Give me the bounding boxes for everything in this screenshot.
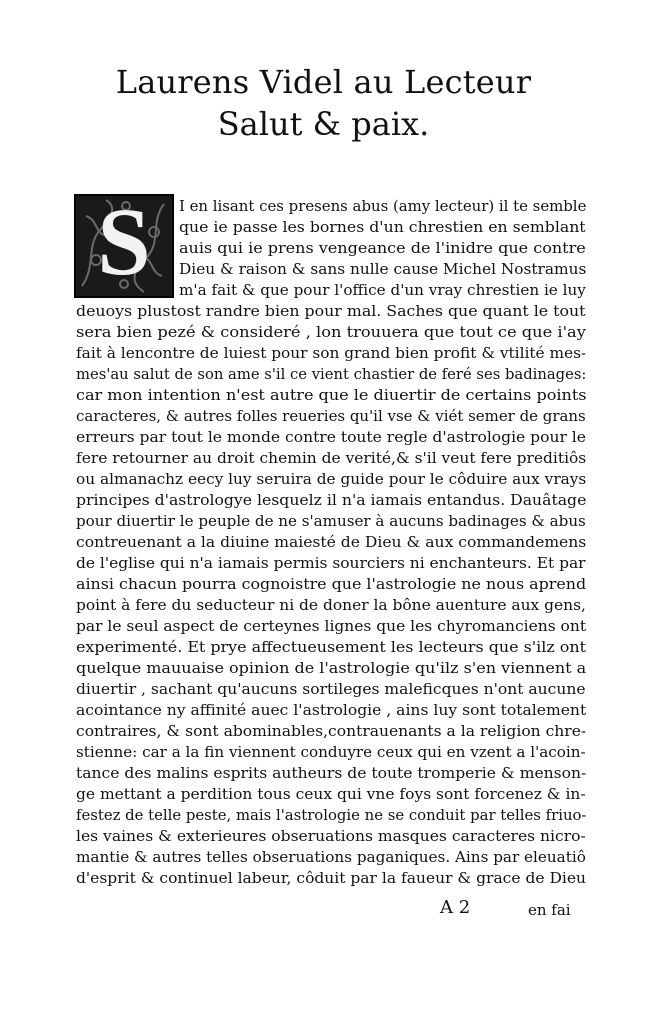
text-line: contreuenant a la diuine maiesté de Dieu & aux commandemens xyxy=(76,533,587,551)
text-line: fere retourner au droit chemin de verité,& s'il veut fere preditiôs xyxy=(76,449,587,467)
text-line: fait à lencontre de luiest pour son grand bien profit & vtilité mes- xyxy=(76,344,587,362)
signature-mark: A 2 xyxy=(440,897,471,918)
text-line: m'a fait & que pour l'office d'un vray chrestien ie luy xyxy=(179,281,586,299)
text-line: deuoys plustost randre bien pour mal. Saches que quant le tout xyxy=(76,302,586,320)
text-line: d'esprit & continuel labeur, côduit par la faueur & grace de Dieu xyxy=(76,869,586,887)
text-line: principes d'astrologye lesquelz il n'a iamais entandus. Dauâtage xyxy=(76,491,587,509)
text-line: pour diuertir le peuple de ne s'amuser à aucuns badinages & abus xyxy=(76,512,586,530)
decorated-initial xyxy=(74,194,174,298)
text-line: Dieu & raison & sans nulle cause Michel Nostramus xyxy=(179,260,587,278)
text-line: point à fere du seducteur ni de doner la bône auenture aux gens, xyxy=(76,596,586,614)
text-line: caracteres, & autres folles reueries qu'il vse & viét semer de grans xyxy=(76,407,586,425)
text-line: ge mettant a perdition tous ceux qui vne foys sont forcenez & in- xyxy=(76,785,586,803)
text-line: mes'au salut de son ame s'il ce vient chastier de feré ses badinages: xyxy=(76,365,587,383)
text-line: par le seul aspect de certeynes lignes que les chyromanciens ont xyxy=(76,617,587,635)
text-line: car mon intention n'est autre que le diuertir de certains points xyxy=(76,386,587,404)
page-title: Laurens Videl au Lecteur xyxy=(115,63,532,101)
text-line: quelque mauuaise opinion de l'astrologie qu'ilz s'en viennent a xyxy=(76,659,587,677)
drop-cap-letter: S xyxy=(97,194,151,295)
text-line: de l'eglise qui n'a iamais permis sourciers ni enchanteurs. Et par xyxy=(76,554,586,572)
text-line: mantie & autres telles obseruations paganiques. Ains par eleuatiô xyxy=(76,848,586,866)
text-line: I en lisant ces presens abus (amy lecteur) il te semble xyxy=(179,197,587,215)
text-line: que ie passe les bornes d'un chrestien en semblant xyxy=(179,218,586,236)
catchword: en fai xyxy=(528,901,571,919)
text-line: festez de telle peste, mais l'astrologie ne se conduit par telles friuo- xyxy=(76,806,587,824)
text-line: contraires, & sont abominables,contrauenants a la religion chre- xyxy=(76,722,587,740)
text-line: diuertir , sachant qu'aucuns sortileges maleficques n'ont aucune xyxy=(76,680,586,698)
text-line: tance des malins esprits autheurs de toute tromperie & menson- xyxy=(76,764,587,782)
text-line: stienne: car a la fin viennent conduyre ceux qui en vzent a l'acoin- xyxy=(76,743,586,761)
text-line: sera bien pezé & consideré , lon trouuera que tout ce que i'ay xyxy=(76,323,586,341)
text-line: ou almanachz eecy luy seruira de guide pour le côduire aux vrays xyxy=(76,470,587,488)
text-line: erreurs par tout le monde contre toute regle d'astrologie pour le xyxy=(76,428,586,446)
text-line: ainsi chacun pourra cognoistre que l'astrologie ne nous aprend xyxy=(76,575,587,593)
text-line: auis qui ie prens vengeance de l'inidre que contre xyxy=(179,239,586,257)
text-line: acointance ny affinité auec l'astrologie , ains luy sont totalement xyxy=(76,701,587,719)
page-subtitle: Salut & paix. xyxy=(217,105,430,143)
text-line: les vaines & exterieures obseruations masques caracteres nicro- xyxy=(76,827,586,845)
text-line: experimenté. Et prye affectueusement les lecteurs que s'ilz ont xyxy=(76,638,587,656)
